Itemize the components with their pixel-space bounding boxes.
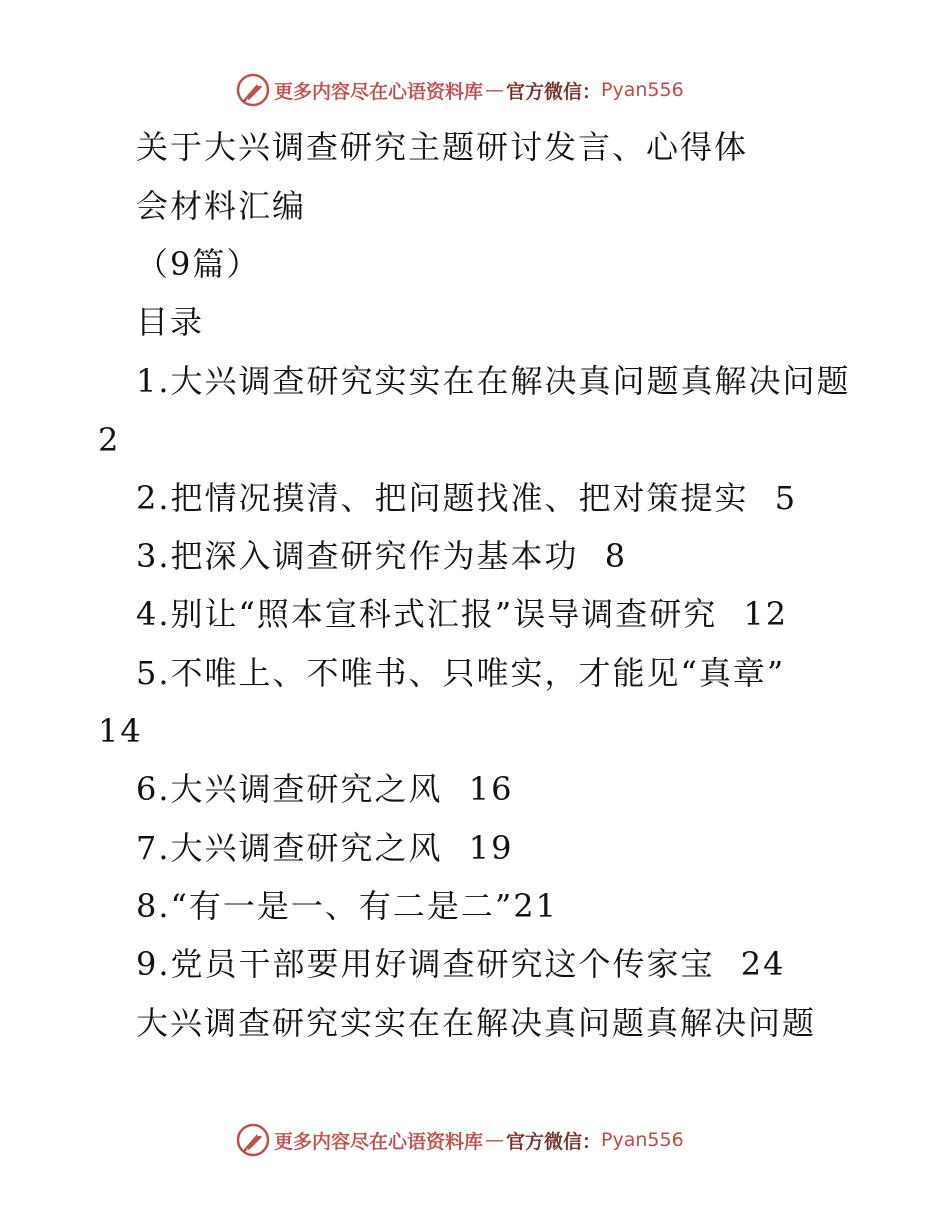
watermark-main-text: 更多内容尽在心语资料库 — [274, 80, 484, 103]
watermark-wechat-id: Pyan556 — [601, 79, 684, 101]
toc-item-1-page: 2 — [98, 421, 121, 459]
toc-item-text: 7.大兴调查研究之风 — [136, 829, 443, 867]
toc-item-page: 5 — [774, 479, 798, 517]
toc-item-5-text: 5.不唯上、不唯书、只唯实，才能见“真章” — [136, 654, 786, 692]
footer-watermark — [236, 1122, 684, 1158]
document-title-line-2: 会材料汇编 — [136, 187, 307, 225]
watermark-main-text: 更多内容尽在心语资料库 — [274, 1130, 484, 1153]
toc-item-1-text: 1.大兴调查研究实实在在解决真问题真解决问题 — [136, 362, 851, 400]
pen-nib-logo-icon — [236, 73, 270, 107]
header-watermark — [236, 72, 684, 108]
toc-item-8 — [136, 886, 558, 926]
toc-item-page: 19 — [468, 829, 514, 867]
toc-item-6 — [136, 769, 513, 809]
toc-item-text: 2.把情况摸清、把问题找准、把对策提实 — [136, 479, 749, 517]
watermark-sub-text: 官方微信： — [506, 80, 602, 103]
toc-item-page: 8 — [604, 537, 628, 575]
watermark-sub-text: 官方微信： — [506, 1130, 602, 1153]
toc-item-4 — [136, 594, 788, 634]
toc-item-text: 6.大兴调查研究之风 — [136, 770, 443, 808]
watermark-separator: — — [485, 79, 505, 101]
toc-item-text: 3.把深入调查研究作为基本功 — [136, 537, 579, 575]
document-count: （9篇） — [136, 245, 261, 283]
toc-item-text: 4.别让“照本宣科式汇报”误导调查研究 — [136, 595, 718, 633]
toc-item-text: 9.党员干部要用好调查研究这个传家宝 — [136, 945, 715, 983]
watermark-wechat-id: Pyan556 — [601, 1129, 684, 1151]
watermark-separator: — — [485, 1129, 505, 1151]
toc-heading: 目录 — [136, 303, 205, 341]
document-title-line-1: 关于大兴调查研究主题研讨发言、心得体 — [136, 128, 749, 166]
toc-item-page: 16 — [468, 770, 514, 808]
toc-item-7 — [136, 828, 513, 868]
toc-item-page: 12 — [743, 595, 789, 633]
pen-nib-logo-icon — [236, 1123, 270, 1157]
toc-item-text: 8.“有一是一、有二是二” — [136, 887, 514, 925]
section-heading: 大兴调查研究实实在在解决真问题真解决问题 — [136, 1004, 817, 1042]
toc-item-page: 21 — [513, 887, 558, 925]
toc-item-2 — [136, 478, 797, 518]
toc-item-5-page: 14 — [98, 712, 143, 750]
toc-item-page: 24 — [740, 945, 786, 983]
toc-item-3 — [136, 536, 627, 576]
toc-item-9 — [136, 944, 785, 984]
